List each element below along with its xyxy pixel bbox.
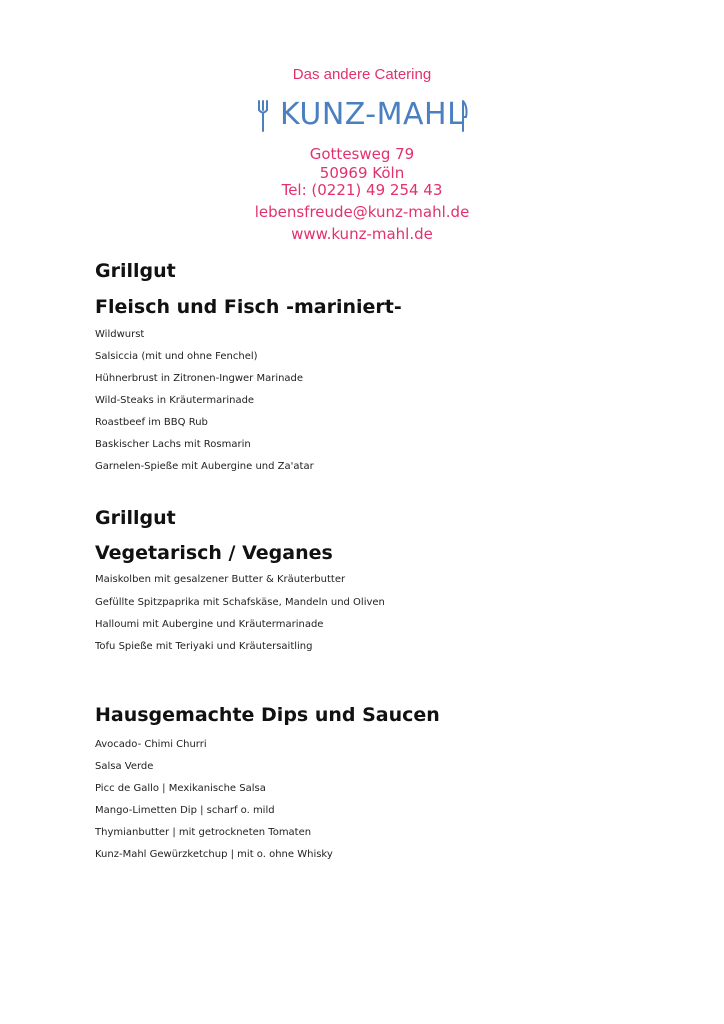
list-item: Salsa Verde [95, 761, 154, 772]
list-item: Halloumi mit Aubergine und Kräutermarinade [95, 619, 324, 630]
list-item: Wild-Steaks in Kräutermarinade [95, 395, 255, 406]
section-grillgut-vegetarisch [95, 509, 695, 659]
list-item: Wildwurst [95, 329, 145, 340]
section-grillgut-fleisch [95, 262, 695, 482]
list-item: Maiskolben mit gesalzener Butter & Kräuterbutter [95, 574, 346, 585]
logo-text: KUNZ-MAHL [280, 97, 465, 132]
list-item: Gefüllte Spitzpaprika mit Schafskäse, Mandeln und Oliven [95, 597, 385, 608]
website-link[interactable]: www.kunz-mahl.de [291, 225, 433, 243]
section-title: Grillgut [95, 260, 176, 282]
fork-icon [256, 99, 270, 133]
list-item: Kunz-Mahl Gewürzketchup | mit o. ohne Whisky [95, 849, 333, 860]
list-item: Baskischer Lachs mit Rosmarin [95, 439, 251, 450]
list-item: Mango-Limetten Dip | scharf o. mild [95, 805, 275, 816]
phone-number: Tel: (0221) 49 254 43 [281, 181, 443, 199]
section-subtitle: Fleisch und Fisch -mariniert- [95, 296, 402, 318]
email-link[interactable]: lebensfreude@kunz-mahl.de [254, 203, 470, 221]
list-item: Garnelen-Spieße mit Aubergine und Za'atar [95, 461, 314, 472]
street-address: Gottesweg 79 [309, 145, 415, 163]
logo [0, 95, 724, 139]
list-item: Roastbeef im BBQ Rub [95, 417, 208, 428]
section-title: Grillgut [95, 507, 176, 529]
list-item: Salsiccia (mit und ohne Fenchel) [95, 351, 258, 362]
section-dips-saucen [95, 706, 695, 866]
section-subtitle: Vegetarisch / Veganes [95, 542, 333, 564]
list-item: Tofu Spieße mit Teriyaki und Kräutersaitling [95, 641, 313, 652]
section-title: Hausgemachte Dips und Saucen [95, 704, 440, 726]
knife-icon [456, 99, 470, 133]
list-item: Hühnerbrust in Zitronen-Ingwer Marinade [95, 373, 304, 384]
list-item: Thymianbutter | mit getrockneten Tomaten [95, 827, 312, 838]
list-item: Picc de Gallo | Mexikanische Salsa [95, 783, 266, 794]
list-item: Avocado- Chimi Churri [95, 739, 207, 750]
tagline: Das andere Catering [292, 66, 432, 83]
city-address: 50969 Köln [319, 164, 405, 182]
